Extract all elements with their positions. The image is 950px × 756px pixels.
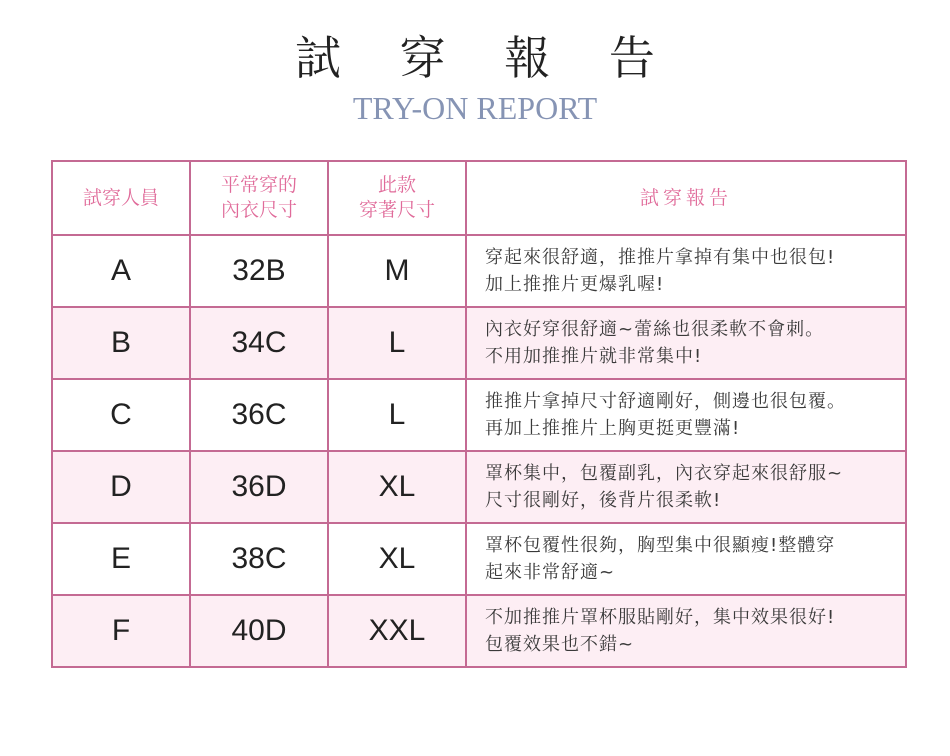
tester-cell: B (52, 307, 190, 379)
report-line-1: 內衣好穿很舒適~蕾絲也很柔軟不會刺。 (485, 319, 825, 340)
usual-size-cell: 38C (190, 523, 328, 595)
usual-size-cell: 40D (190, 595, 328, 667)
report-line-1: 不加推推片罩杯服貼剛好，集中效果很好! (485, 607, 836, 628)
table-row (52, 595, 906, 667)
page-subtitle: TRY-ON REPORT (352, 90, 598, 126)
usual-size-cell: 36D (190, 451, 328, 523)
header-tester: 試穿人員 (52, 161, 190, 235)
header-report: 試穿報告 (466, 161, 906, 235)
try-on-report-table (51, 160, 907, 668)
tester-cell: D (52, 451, 190, 523)
report-line-2: 再加上推推片上胸更挺更豐滿! (485, 418, 741, 439)
page-title: 試 穿 報 告 (295, 31, 677, 85)
header-item-size-line1: 此款 (377, 174, 416, 196)
table-row (52, 307, 906, 379)
tester-cell: A (52, 235, 190, 307)
item-size-cell: L (328, 379, 466, 451)
report-cell (466, 307, 906, 379)
usual-size-cell: 36C (190, 379, 328, 451)
report-cell (466, 523, 906, 595)
item-size-cell: XL (328, 451, 466, 523)
table-row (52, 451, 906, 523)
usual-size-cell: 34C (190, 307, 328, 379)
item-size-cell: XL (328, 523, 466, 595)
report-cell (466, 595, 906, 667)
item-size-cell: XXL (328, 595, 466, 667)
report-line-2: 包覆效果也不錯~ (485, 634, 635, 655)
header-usual-size (190, 161, 328, 235)
table-row (52, 523, 906, 595)
header-item-size-line2: 穿著尺寸 (358, 199, 435, 221)
report-line-2: 尺寸很剛好，後背片很柔軟! (485, 490, 722, 511)
report-line-1: 罩杯包覆性很夠，胸型集中很顯瘦!整體穿 (485, 535, 836, 556)
tester-cell: F (52, 595, 190, 667)
usual-size-cell: 32B (190, 235, 328, 307)
report-line-2: 不用加推推片就非常集中! (485, 346, 703, 367)
report-line-1: 推推片拿掉尺寸舒適剛好，側邊也很包覆。 (485, 391, 846, 412)
header-usual-size-line1: 平常穿的 (220, 174, 297, 196)
table-row (52, 235, 906, 307)
header-item-size (328, 161, 466, 235)
header-usual-size-line2: 內衣尺寸 (220, 199, 297, 221)
report-cell (466, 379, 906, 451)
table-row (52, 379, 906, 451)
report-line-2: 加上推推片更爆乳喔! (485, 274, 665, 295)
table-header-row (52, 161, 906, 235)
item-size-cell: M (328, 235, 466, 307)
report-line-2: 起來非常舒適~ (485, 562, 616, 583)
item-size-cell: L (328, 307, 466, 379)
tester-cell: C (52, 379, 190, 451)
tester-cell: E (52, 523, 190, 595)
report-cell (466, 451, 906, 523)
report-line-1: 穿起來很舒適，推推片拿掉有集中也很包! (485, 247, 836, 268)
report-cell (466, 235, 906, 307)
report-line-1: 罩杯集中，包覆副乳，內衣穿起來很舒服~ (485, 463, 844, 484)
